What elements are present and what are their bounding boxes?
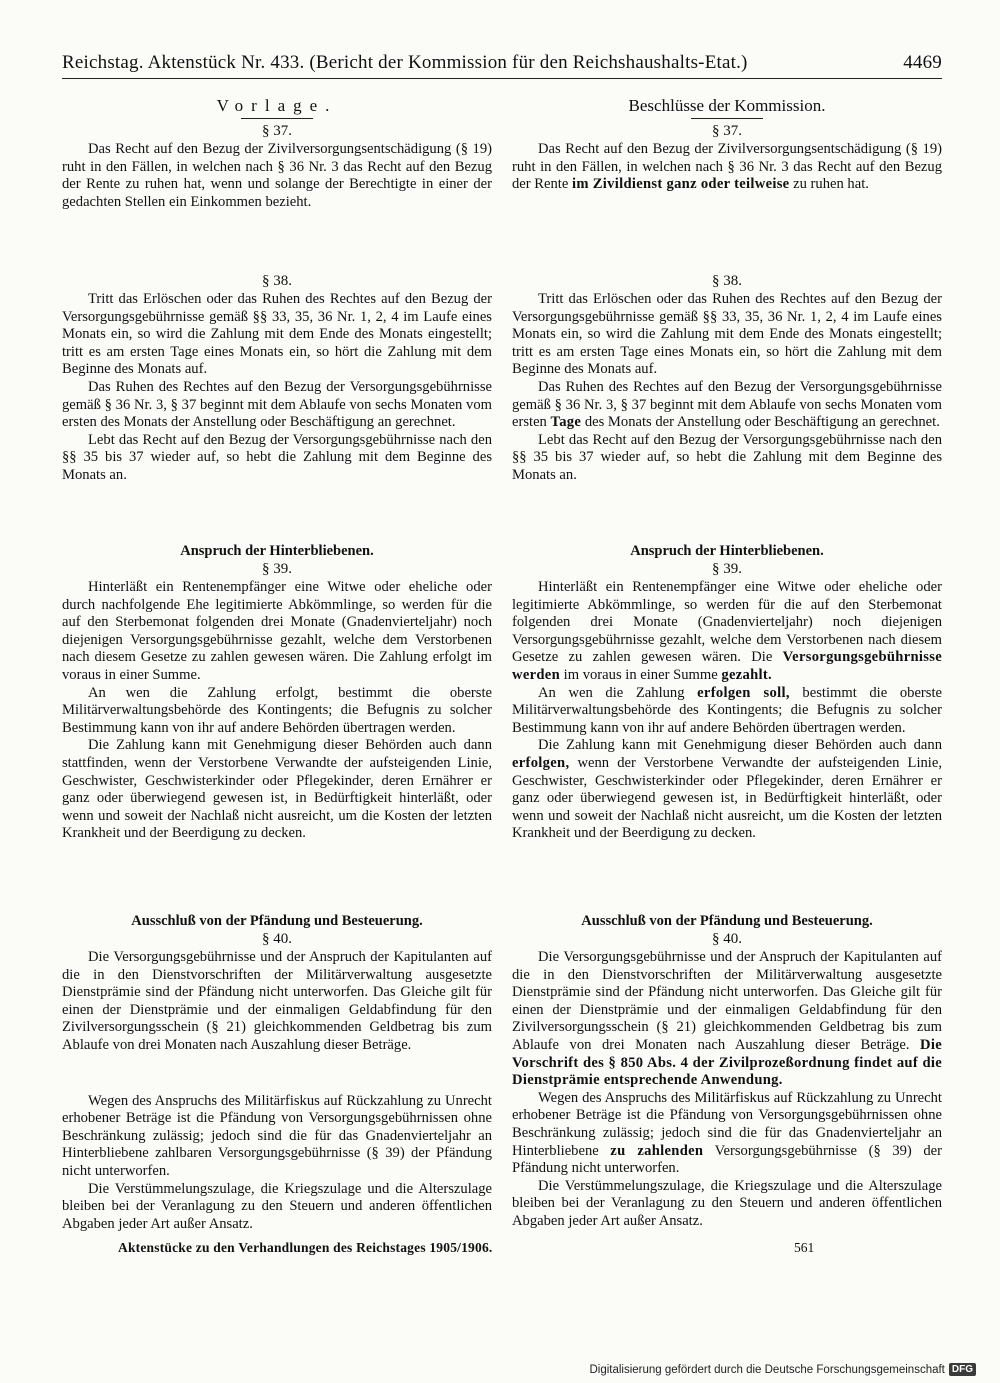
paragraph-text: Wegen des Anspruchs des Militärfiskus auf Rückzahlung zu Unrecht erhobener Beträge ist die Pfändung von Versorgungsgebührnissen ohne Beschränkung zulässig; jedoch sind die für das Gnadenvierteljahr an Hinterbliebene zahlbaren Versorgungsgebührnisse (§ 39) der Pfändung nicht unterworfen. [62,1092,492,1179]
paragraph-text: Die Verstümmelungszulage, die Kriegszulage und die Alterszulage bleiben bei der Veranlagung zu den Steuern und anderen öffentlichen Abgaben jeder Art außer Ansatz. [512,1177,942,1229]
paragraph-text [512,737,942,843]
paragraph-text [512,379,942,432]
paragraph-text: Lebt das Recht auf den Bezug der Versorgungsgebührnisse nach den §§ 35 bis 37 wieder auf, so hebt die Zahlung mit dem Beginne des Monats an. [62,431,492,483]
right-section-40 [512,913,942,1231]
text-run: Das Ruhen des Rechtes auf den Bezug der Versorgungsgebührnisse gemäß § 36 Nr. 3, § 37 beginnt mit dem Ablaufe von sechs Monaten vom ersten [512,378,942,431]
dfg-logo-icon: DFG [949,1363,976,1376]
amended-text: erfolgen, [512,754,570,771]
digitization-credit [589,1363,976,1376]
amended-text: erfolgen soll, [697,684,790,701]
text-run: Die Zahlung kann mit Genehmigung dieser Behörden auch dann [538,737,942,754]
amended-text: im Zivildienst ganz oder teilweise [571,176,790,193]
running-title: Reichstag. Aktenstück Nr. 433. (Bericht der Kommission für den Reichshaushalts-Etat.) [62,52,748,73]
text-run: Hinterläßt ein Rentenempfänger eine Witwe oder eheliche oder legitimierte Abkömmlinge, so werden für die auf den Sterbemonat folgenden drei Monate (Gnadenvierteljahr) noch diejenigen Versorgungsgebührnisse gezahlt, welche dem Verstorbenen nach diesem Gesetze zu zahlen gewesen wären. Die [512,579,942,666]
paragraph-text: Die Zahlung kann mit Genehmigung dieser Behörden auch dann stattfinden, wenn der Verstorbene Verwandte der aufsteigenden Linie, Geschwister, Geschwisterkinder oder Pflegekinder, deren Ernährer er ganz oder überwiegend gewesen ist, in Bedürftigkeit hinterläßt, oder wenn und soweit der Nachlaß nicht ausreicht, um die Kosten der letzten Krankheit und der Beerdigung zu decken. [62,737,492,842]
digitization-note: Digitalisierung gefördert durch die Deutsche Forschungsgemeinschaft [589,1363,945,1376]
right-column [512,96,942,1233]
paragraph-text [512,579,942,685]
paragraph-text [512,141,942,194]
amended-text: Versorgungsgebührnisse werden [512,649,942,683]
paragraph-label: § 40. [712,931,742,947]
paragraph-text: Tritt das Erlöschen oder das Ruhen des Rechtes auf den Bezug der Versorgungsgebührnisse gemäß §§ 33, 35, 36 Nr. 1, 2, 4 im Laufe eines Monats ein, so wird die Zahlung mit dem Ende des Monats eingestellt; tritt es am ersten Tage eines Monats ein, so hört die Zahlung mit dem Beginne des Monats auf. [62,291,492,378]
paragraph-text: Die Versorgungsgebührnisse und der Anspruch der Kapitulanten auf die in den Dienstvorschriften der Militärverwaltung ausgesetzte Dienstprämie sind der Pfändung nicht unterworfen. Das Gleiche gilt für einen der Dienstprämie und der einmaligen Geldabfindung für den Zivilversorgungsschein (§ 21) gleichkommenden Geldbetrag bis zum Ablaufe von drei Monaten nach Auszahlung dieser Beträge. [62,949,492,1053]
page-header [62,52,942,79]
amended-text: gezahlt. [721,666,772,683]
section-heading: Ausschluß von der Pfändung und Besteuerung. [581,913,873,929]
paragraph-label: § 39. [262,561,292,577]
paragraph-label: § 37. [262,123,292,139]
paragraph-label: § 39. [712,561,742,577]
paragraph-text: Die Verstümmelungszulage, die Kriegszulage und die Alterszulage bleiben bei der Veranlagung zu den Steuern und anderen öffentlichen Abgaben jeder Art außer Ansatz. [62,1180,492,1232]
paragraph-text: Hinterläßt ein Rentenempfänger eine Witwe oder eheliche oder durch nachfolgende Ehe legitimierte Abkömmlinge, so werden für die auf den Sterbemonat folgenden drei Monate (Gnadenvierteljahr) noch diejenigen Versorgungsgebührnisse gezahlt, welche dem Verstorbenen nach diesem Gesetze zu zahlen gewesen wären. Die Zahlung erfolgt im voraus in einer Summe. [62,579,492,683]
left-section-40 [62,913,492,1233]
text-run: wenn der Verstorbene Verwandte der aufsteigenden Linie, Geschwister, Geschwisterkinder oder Pflegekinder, deren Ernährer er ganz oder überwiegend gewesen ist, in Bedürftigkeit hinterläßt, oder wenn und soweit der Nachlaß nicht ausreicht, um die Kosten der letzten Krankheit und der Beerdigung zu decken. [512,754,942,842]
text-run: zu ruhen hat. [789,176,869,193]
text-run: Das Recht auf den Bezug der Zivilversorgungsentschädigung (§ 19) ruht in den Fällen, in welchen nach § 36 Nr. 3 das Recht auf den Bezug der Rente [512,141,942,193]
paragraph-text [512,685,942,738]
page-number: 4469 [903,52,942,73]
paragraph-text: Tritt das Erlöschen oder das Ruhen des Rechtes auf den Bezug der Versorgungsgebührnisse gemäß §§ 33, 35, 36 Nr. 1, 2, 4 im Laufe eines Monats ein, so wird die Zahlung mit dem Ende des Monats eingestellt; tritt es am ersten Tage eines Monats ein, so hört die Zahlung mit dem Beginne des Monats auf. [512,291,942,378]
text-run: im voraus in einer Summe [560,666,722,683]
text-run: An wen die Zahlung [538,684,698,701]
paragraph-label: § 38. [262,273,292,289]
paragraph-text: An wen die Zahlung erfolgt, bestimmt die oberste Militärverwaltungsbehörde des Kontingents; die Befugnis zu solcher Bestimmung kann von ihr auf andere Behörden übertragen werden. [62,684,492,736]
footer-publication: Aktenstücke zu den Verhandlungen des Reichstages 1905/1906. [118,1240,493,1255]
right-section-38 [512,273,942,543]
left-section-38 [62,273,492,543]
paragraph-text: Das Recht auf den Bezug der Zivilversorgungsentschädigung (§ 19) ruht in den Fällen, in welchen nach § 36 Nr. 3 das Recht auf den Bezug der Rente zu ruhen hat, wenn und solange der Berechtigte in einer der gedachten Stellen ein Einkommen bezieht. [62,141,492,210]
amended-text: zu zahlenden [610,1142,704,1159]
section-heading: Anspruch der Hinterbliebenen. [180,543,374,559]
right-section-39 [512,543,942,913]
right-column-heading: Beschlüsse der Kommission. [628,96,826,115]
text-run: Wegen des Anspruchs des Militärfiskus auf Rückzahlung zu Unrecht erhobener Beträge ist die Pfändung von Versorgungsgebührnissen ohne Beschränkung zulässig; jedoch sind die für das Gnadenvierteljahr an Hinterbliebene [512,1089,942,1159]
amended-text: Tage [550,414,582,431]
paragraph-label: § 37. [712,123,742,139]
paragraph-text: Lebt das Recht auf den Bezug der Versorgungsgebührnisse nach den §§ 35 bis 37 wieder auf, so hebt die Zahlung mit dem Beginne des Monats an. [512,431,942,483]
text-run: Versorgungsgebührnisse (§ 39) der Pfändung nicht unterworfen. [512,1142,942,1177]
text-run: des Monats der Anstellung oder Beschäftigung an gerechnet. [581,414,940,431]
right-section-37 [512,123,942,273]
section-heading: Anspruch der Hinterbliebenen. [630,543,824,559]
left-section-39 [62,543,492,913]
left-column [62,96,492,1233]
paragraph-text: Das Ruhen des Rechtes auf den Bezug der Versorgungsgebührnisse gemäß § 36 Nr. 3, § 37 beginnt mit dem Ablaufe von sechs Monaten vom ersten des Monats der Anstellung oder Beschäftigung an gerechnet. [62,378,492,431]
left-column-heading: Vorlage. [216,96,338,115]
two-column-body [62,96,942,1233]
paragraph-label: § 40. [262,931,292,947]
text-run: bestimmt die oberste Militärverwaltungsbehörde des Kontingents; die Befugnis zu solcher Bestimmung kann von ihr auf andere Behörden übertragen werden. [512,684,942,736]
paragraph-text [512,1090,942,1178]
paragraph-text [512,949,942,1090]
heading-rule [241,118,313,119]
text-run: Die Versorgungsgebührnisse und der Anspruch der Kapitulanten auf die in den Dienstvorschriften der Militärverwaltung ausgesetzte Dienstprämie sind der Pfändung nicht unterworfen. Das Gleiche gilt für einen der Dienstprämie und der einmaligen Geldabfindung für den Zivilversorgungsschein (§ 21) gleichkommenden Geldbetrag bis zum Ablaufe von drei Monaten nach Auszahlung dieser Beträge. [512,949,942,1053]
paragraph-label: § 38. [712,273,742,289]
amended-text: Die Vorschrift des § 850 Abs. 4 der Zivilprozeßordnung findet auf die Dienstprämie entsprechende Anwendung. [512,1036,942,1089]
section-heading: Ausschluß von der Pfändung und Besteuerung. [131,913,423,929]
heading-rule [691,118,763,119]
left-section-37 [62,123,492,273]
footer-sheet-number: 561 [794,1240,815,1255]
